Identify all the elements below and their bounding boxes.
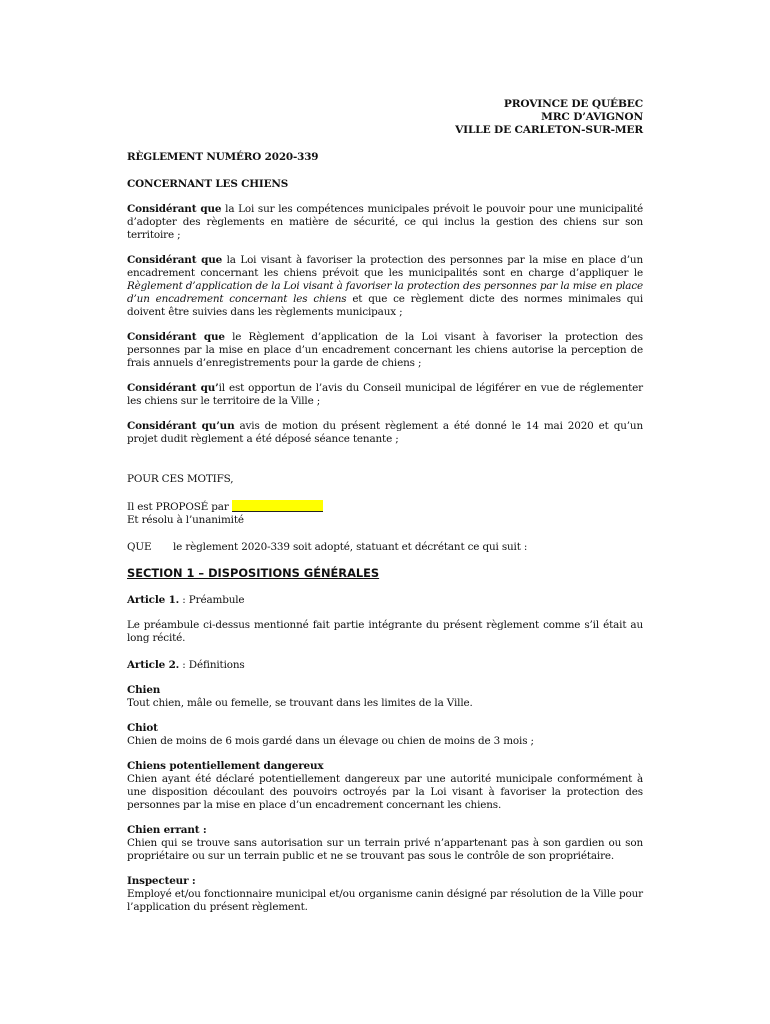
document-body bbox=[127, 98, 643, 914]
header-province: PROVINCE DE QUÉBEC bbox=[503, 98, 643, 110]
que-label: QUE bbox=[127, 541, 152, 553]
resolu-line: Et résolu à l’unanimité bbox=[127, 514, 244, 526]
considerant-1 bbox=[127, 203, 643, 242]
definition-term: Inspecteur : bbox=[127, 875, 196, 887]
propose-line bbox=[127, 500, 643, 514]
considerant-2 bbox=[127, 254, 643, 319]
definition-term: Chiot bbox=[127, 722, 158, 734]
considerant-lead: Considérant qu’ bbox=[127, 382, 219, 394]
definition-text: Tout chien, mâle ou femelle, se trouvant dans les limites de la Ville. bbox=[127, 697, 473, 709]
que-text: le règlement 2020-339 soit adopté, statuant et décrétant ce qui suit : bbox=[173, 541, 528, 553]
definition-term: Chien bbox=[127, 684, 161, 696]
definition-text: Chien de moins de 6 mois gardé dans un élevage ou chien de moins de 3 mois ; bbox=[127, 735, 534, 747]
article-1-text: Le préambule ci-dessus mentionné fait partie intégrante du présent règlement comme s’il était au long récité. bbox=[127, 619, 643, 644]
article-title: : Préambule bbox=[179, 594, 245, 606]
considerant-lead: Considérant que bbox=[127, 203, 222, 215]
considerant-lead: Considérant que bbox=[127, 331, 225, 343]
definition-term: Chien errant : bbox=[127, 824, 207, 836]
definition-term: Chiens potentiellement dangereux bbox=[127, 760, 324, 772]
document-header bbox=[127, 98, 643, 137]
considerant-5 bbox=[127, 420, 643, 446]
definition-inspecteur bbox=[127, 875, 643, 914]
reglement-title: RÈGLEMENT NUMÉRO 2020-339 bbox=[127, 151, 319, 163]
article-label: Article 1. bbox=[127, 594, 180, 606]
definition-chiot bbox=[127, 722, 643, 748]
que-line bbox=[127, 541, 643, 554]
considerant-lead: Considérant que bbox=[127, 254, 223, 266]
proposer-blank-field[interactable] bbox=[232, 500, 323, 512]
considerant-italic-title: Règlement d’application de la Loi visant à favoriser la protection des personnes par la mise en place d’un encadrement concernant les chiens bbox=[127, 280, 644, 305]
section-1-heading: SECTION 1 – DISPOSITIONS GÉNÉRALES bbox=[127, 566, 380, 580]
article-label: Article 2. bbox=[127, 659, 180, 671]
considerant-text: la Loi visant à favoriser la protection des personnes par la mise en place d’un encadrement concernant les chiens prévoit que les municipalités sont en charge d’appliquer le bbox=[127, 254, 643, 279]
considerant-3 bbox=[127, 331, 643, 370]
considerant-text: le Règlement d’application de la Loi visant à favoriser la protection des personnes par la mise en place d’un encadrement concernant les chiens autorise la perception de frais annuels d’enregistrements pour la garde de chiens ; bbox=[127, 331, 643, 369]
reglement-subtitle: CONCERNANT LES CHIENS bbox=[127, 178, 289, 190]
considerant-text: il est opportun de l’avis du Conseil municipal de légiférer en vue de réglementer les chiens sur le territoire de la Ville ; bbox=[127, 382, 643, 407]
considerant-lead: Considérant qu’un bbox=[127, 420, 235, 432]
definition-text: Employé et/ou fonctionnaire municipal et/ou organisme canin désigné par résolution de la Ville pour l’application du présent règlement. bbox=[127, 888, 643, 913]
considerant-text: la Loi sur les compétences municipales prévoit le pouvoir pour une municipalité d’adopter des règlements en matière de sécurité, ce qui inclus la gestion des chiens sur son territoire ; bbox=[127, 203, 644, 241]
article-2-heading bbox=[127, 659, 643, 672]
pour-ces-motifs: POUR CES MOTIFS, bbox=[127, 473, 234, 485]
article-1-heading bbox=[127, 594, 643, 607]
definition-chien bbox=[127, 684, 643, 710]
header-ville: VILLE DE CARLETON-SUR-MER bbox=[455, 124, 643, 136]
definition-text: Chien qui se trouve sans autorisation sur un terrain privé n’appartenant pas à son gardien ou son propriétaire ou sur un terrain public et ne se trouvant pas sous le contrôle de son propriétaire. bbox=[127, 837, 643, 862]
definition-text: Chien ayant été déclaré potentiellement dangereux par une autorité municipale conformément à une disposition découlant des pouvoirs octroyés par la Loi visant à favoriser la protection des personnes par la mise en place d’un encadrement concernant les chiens. bbox=[127, 773, 643, 811]
considerant-4 bbox=[127, 382, 643, 408]
definition-chiens-potentiellement-dangereux bbox=[127, 760, 643, 812]
propose-label: Il est PROPOSÉ par bbox=[127, 501, 229, 513]
article-title: : Définitions bbox=[179, 659, 245, 671]
considerant-text: et que ce règlement dicte des normes minimales qui doivent être suivies dans les règlements municipaux ; bbox=[127, 293, 643, 318]
considerant-text: avis de motion du présent règlement a été donné le 14 mai 2020 et qu’un projet dudit règlement a été déposé séance tenante ; bbox=[127, 420, 643, 445]
definition-chien-errant bbox=[127, 824, 643, 863]
header-mrc: MRC D’AVIGNON bbox=[541, 111, 643, 123]
